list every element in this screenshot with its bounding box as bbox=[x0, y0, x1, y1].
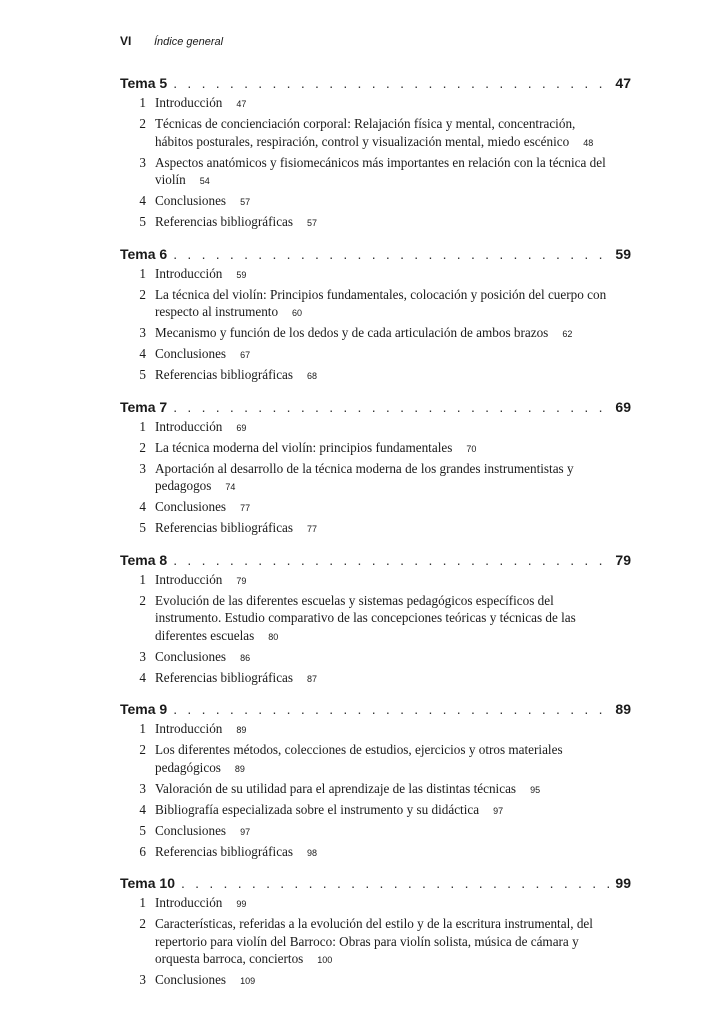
entry-title bbox=[155, 648, 631, 668]
entry-text: Conclusiones bbox=[155, 193, 227, 208]
entry-title bbox=[155, 439, 631, 459]
entry-number: 4 bbox=[139, 346, 146, 361]
entry-title bbox=[155, 894, 631, 914]
entry-page-number: 80 bbox=[268, 631, 279, 642]
entry-page-number: 97 bbox=[240, 826, 251, 837]
entry-page-number: 57 bbox=[240, 197, 251, 207]
toc-entry[interactable] bbox=[120, 94, 631, 114]
entry-title bbox=[155, 971, 631, 991]
toc-entry[interactable] bbox=[120, 265, 631, 285]
toc-entry[interactable] bbox=[120, 915, 631, 970]
entry-number: 2 bbox=[139, 742, 146, 757]
entry-number: 3 bbox=[139, 972, 146, 987]
entry-title bbox=[155, 571, 631, 591]
entry-text: Referencias bibliográficas bbox=[155, 669, 294, 685]
entry-text: Introducción bbox=[155, 95, 223, 110]
entry-title bbox=[155, 843, 631, 863]
entry-page-number: 67 bbox=[240, 350, 251, 360]
dot-leader bbox=[173, 245, 609, 263]
entry-text: Referencias bibliográficas bbox=[155, 520, 294, 535]
entry-number: 1 bbox=[139, 265, 146, 281]
entry-number: 4 bbox=[139, 669, 146, 685]
entry-title bbox=[155, 418, 631, 438]
entry-number: 1 bbox=[139, 895, 146, 910]
entry-number: 2 bbox=[139, 916, 146, 931]
entry-number: 4 bbox=[139, 801, 146, 817]
entry-text: Conclusiones bbox=[155, 346, 227, 361]
toc-entry[interactable] bbox=[120, 418, 631, 438]
chapter-heading[interactable] bbox=[120, 874, 631, 892]
entry-page-number: 70 bbox=[466, 443, 477, 454]
running-title: Índice general bbox=[154, 36, 224, 48]
entry-page-number: 79 bbox=[236, 575, 247, 586]
entry-title bbox=[155, 460, 631, 497]
toc-entry[interactable] bbox=[120, 780, 631, 800]
dot-leader bbox=[173, 74, 609, 92]
toc-entry[interactable] bbox=[120, 115, 631, 152]
entry-text: La técnica moderna del violín: principios fundamentales bbox=[155, 439, 453, 455]
entry-text: Introducción bbox=[155, 265, 223, 281]
toc-chapter bbox=[120, 874, 631, 991]
entry-title bbox=[155, 154, 631, 191]
entry-title bbox=[155, 94, 631, 114]
entry-title bbox=[155, 822, 631, 842]
entry-number: 1 bbox=[139, 571, 146, 587]
entry-number: 2 bbox=[139, 592, 146, 608]
toc-chapter bbox=[120, 700, 631, 862]
entry-number: 3 bbox=[139, 460, 146, 476]
entry-text: Introducción bbox=[155, 571, 223, 587]
toc-entry[interactable] bbox=[120, 971, 631, 991]
entry-number: 5 bbox=[139, 822, 146, 838]
entry-number: 4 bbox=[139, 499, 146, 514]
entry-title bbox=[155, 801, 631, 821]
toc-entry[interactable] bbox=[120, 592, 631, 647]
entry-number: 5 bbox=[139, 520, 146, 535]
entry-page-number: 97 bbox=[493, 805, 504, 816]
chapter-page-number: 79 bbox=[615, 551, 631, 568]
dot-leader bbox=[173, 700, 609, 718]
entry-page-number: 57 bbox=[307, 218, 318, 228]
toc-entry[interactable] bbox=[120, 439, 631, 459]
entry-text: Referencias bibliográficas bbox=[155, 843, 294, 859]
toc-entry[interactable] bbox=[120, 286, 631, 323]
entry-text: Técnicas de concienciación corporal: Relajación física y mental, concentración, hábitos posturales, respiración, control y visualización mental, miedo escénico bbox=[155, 116, 576, 149]
chapter-heading[interactable] bbox=[120, 551, 631, 569]
entry-text: Introducción bbox=[155, 895, 223, 910]
entry-page-number: 74 bbox=[225, 482, 236, 492]
entry-title bbox=[155, 741, 631, 778]
entry-text: Bibliografía especializada sobre el instrumento y su didáctica bbox=[155, 801, 480, 817]
entry-page-number: 95 bbox=[530, 784, 541, 795]
entry-page-number: 77 bbox=[307, 524, 318, 534]
chapter-page-number: 47 bbox=[615, 75, 631, 91]
toc-entry[interactable] bbox=[120, 345, 631, 365]
dot-leader bbox=[181, 874, 609, 892]
entry-text: Conclusiones bbox=[155, 648, 227, 664]
toc-entry[interactable] bbox=[120, 460, 631, 497]
chapter-heading[interactable] bbox=[120, 700, 631, 718]
entry-title bbox=[155, 115, 631, 152]
entry-page-number: 109 bbox=[240, 976, 256, 986]
entry-number: 4 bbox=[139, 193, 146, 208]
toc-entry[interactable] bbox=[120, 213, 631, 233]
entry-title bbox=[155, 498, 631, 518]
entry-text: Conclusiones bbox=[155, 822, 227, 838]
toc-entry[interactable] bbox=[120, 801, 631, 821]
chapter-title: Tema 5 bbox=[120, 75, 168, 91]
toc-chapter bbox=[120, 245, 631, 386]
entry-title bbox=[155, 286, 631, 323]
chapter-page-number: 69 bbox=[615, 398, 631, 415]
entry-text: Valoración de su utilidad para el aprendizaje de las distintas técnicas bbox=[155, 780, 517, 796]
toc-entry[interactable] bbox=[120, 192, 631, 212]
entry-number: 1 bbox=[139, 721, 146, 736]
entry-text: Los diferentes métodos, colecciones de estudios, ejercicios y otros materiales pedagógicos bbox=[155, 742, 563, 775]
entry-title bbox=[155, 192, 631, 212]
chapter-heading[interactable] bbox=[120, 74, 631, 92]
table-of-contents bbox=[120, 74, 631, 1003]
entry-title bbox=[155, 366, 631, 386]
entry-number: 3 bbox=[139, 325, 146, 340]
entry-number: 3 bbox=[139, 154, 146, 170]
toc-entry[interactable] bbox=[120, 843, 631, 863]
chapter-title: Tema 9 bbox=[120, 701, 168, 717]
toc-entry[interactable] bbox=[120, 519, 631, 539]
entry-page-number: 54 bbox=[199, 176, 210, 186]
entry-text: Evolución de las diferentes escuelas y sistemas pedagógicos específicos del instrumento. Estudio comparativo de las concepciones teóricas y técnicas de las diferentes escuelas bbox=[155, 592, 576, 643]
entry-text: Referencias bibliográficas bbox=[155, 367, 294, 382]
entry-page-number: 89 bbox=[234, 763, 245, 774]
entry-title bbox=[155, 720, 631, 740]
toc-entry[interactable] bbox=[120, 720, 631, 740]
toc-entry[interactable] bbox=[120, 669, 631, 689]
entry-number: 1 bbox=[139, 418, 146, 434]
toc-chapter bbox=[120, 398, 631, 539]
running-head bbox=[120, 34, 223, 48]
chapter-page-number: 59 bbox=[615, 245, 631, 262]
chapter-title: Tema 8 bbox=[120, 551, 168, 568]
entry-page-number: 98 bbox=[307, 847, 318, 858]
entry-text: La técnica del violín: Principios fundamentales, colocación y posición del cuerpo con respecto al instrumento bbox=[155, 286, 607, 319]
chapter-heading[interactable] bbox=[120, 398, 631, 416]
entry-title bbox=[155, 669, 631, 689]
entry-number: 2 bbox=[139, 116, 146, 131]
dot-leader bbox=[173, 551, 609, 569]
entry-number: 3 bbox=[139, 648, 146, 664]
entry-number: 2 bbox=[139, 286, 146, 302]
chapter-page-number: 99 bbox=[615, 875, 631, 891]
toc-entry[interactable] bbox=[120, 894, 631, 914]
entry-text: Conclusiones bbox=[155, 972, 227, 987]
entry-page-number: 69 bbox=[236, 422, 247, 433]
entry-title bbox=[155, 592, 631, 647]
toc-entry[interactable] bbox=[120, 154, 631, 191]
entry-text: Introducción bbox=[155, 721, 223, 736]
entry-number: 5 bbox=[139, 367, 146, 382]
entry-text: Mecanismo y función de los dedos y de cada articulación de ambos brazos bbox=[155, 325, 549, 340]
toc-entry[interactable] bbox=[120, 648, 631, 668]
entry-title bbox=[155, 324, 631, 344]
toc-entry[interactable] bbox=[120, 822, 631, 842]
chapter-title: Tema 7 bbox=[120, 398, 168, 415]
entry-text: Referencias bibliográficas bbox=[155, 214, 294, 229]
toc-entry[interactable] bbox=[120, 324, 631, 344]
toc-entry[interactable] bbox=[120, 498, 631, 518]
chapter-title: Tema 6 bbox=[120, 245, 168, 262]
entry-text: Introducción bbox=[155, 418, 223, 434]
entry-title bbox=[155, 780, 631, 800]
toc-chapter bbox=[120, 551, 631, 689]
toc-entry[interactable] bbox=[120, 571, 631, 591]
toc-entry[interactable] bbox=[120, 741, 631, 778]
entry-page-number: 89 bbox=[236, 725, 247, 735]
toc-entry[interactable] bbox=[120, 366, 631, 386]
entry-number: 1 bbox=[139, 95, 146, 110]
dot-leader bbox=[173, 398, 609, 416]
chapter-heading[interactable] bbox=[120, 245, 631, 263]
entry-title bbox=[155, 915, 631, 970]
entry-number: 2 bbox=[139, 439, 146, 455]
entry-page-number: 60 bbox=[292, 308, 303, 318]
entry-text: Aportación al desarrollo de la técnica moderna de los grandes instrumentistas y pedagogos bbox=[155, 460, 574, 493]
entry-page-number: 59 bbox=[236, 269, 247, 280]
entry-number: 3 bbox=[139, 780, 146, 796]
entry-text: Aspectos anatómicos y fisiomecánicos más importantes en relación con la técnica del violín bbox=[155, 154, 606, 187]
entry-number: 6 bbox=[139, 843, 146, 859]
entry-page-number: 62 bbox=[562, 329, 573, 339]
toc-chapter bbox=[120, 74, 631, 233]
entry-text: Características, referidas a la evolución del estilo y de la escritura instrumental, del repertorio para violín del Barroco: Obras para violín solista, música de cámara y orquesta barroca, conciertos bbox=[155, 916, 593, 966]
entry-page-number: 77 bbox=[240, 503, 251, 513]
chapter-title: Tema 10 bbox=[120, 875, 175, 891]
entry-page-number: 87 bbox=[307, 673, 318, 684]
entry-title bbox=[155, 345, 631, 365]
entry-title bbox=[155, 265, 631, 285]
entry-title bbox=[155, 519, 631, 539]
entry-page-number: 68 bbox=[307, 371, 318, 381]
entry-number: 5 bbox=[139, 214, 146, 229]
page-folio: VI bbox=[120, 34, 132, 48]
chapter-page-number: 89 bbox=[615, 701, 631, 717]
entry-text: Conclusiones bbox=[155, 499, 227, 514]
entry-page-number: 48 bbox=[583, 137, 594, 148]
entry-title bbox=[155, 213, 631, 233]
entry-page-number: 99 bbox=[236, 899, 247, 909]
entry-page-number: 86 bbox=[240, 652, 251, 663]
entry-page-number: 100 bbox=[317, 955, 333, 965]
entry-page-number: 47 bbox=[236, 99, 247, 109]
